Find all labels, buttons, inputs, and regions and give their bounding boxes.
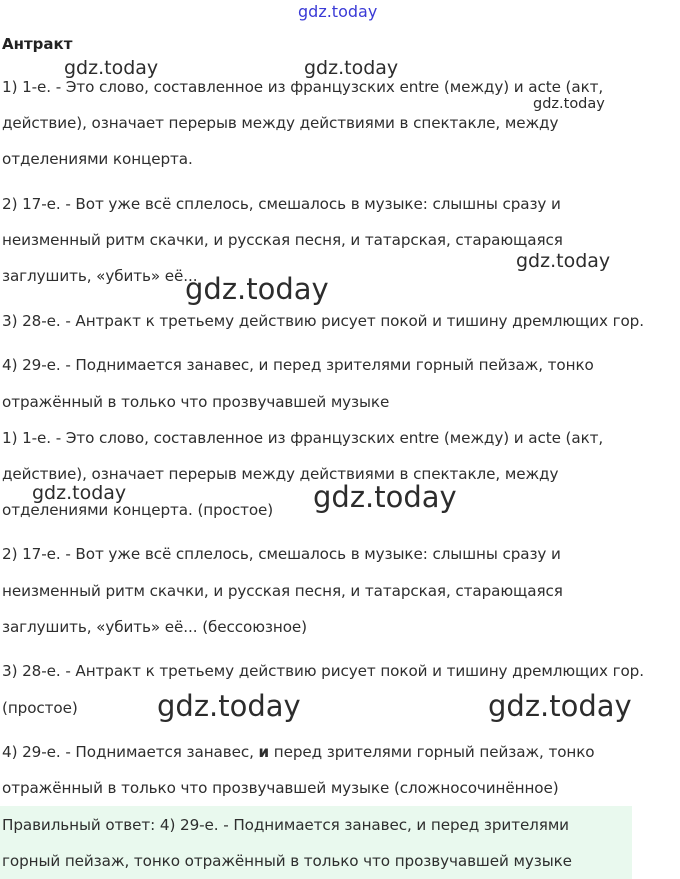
text-line: отделениями концерта. (простое) [2, 501, 274, 519]
text-line: 3) 28-е. - Антракт к третьему действию рисует покой и тишину дремлющих гор. [2, 312, 644, 330]
text-segment: 4) 29-е. - Поднимается занавес, [2, 743, 259, 761]
text-line: неизменный ритм скачки, и русская песня, и татарская, старающаяся [2, 231, 563, 249]
watermark: gdz.today [185, 272, 329, 306]
text-line: 2) 17-е. - Вот уже всё сплелось, смешалось в музыке: слышны сразу и [2, 545, 561, 563]
text-line: 4) 29-е. - Поднимается занавес, и перед зрителями горный пейзаж, тонко [2, 356, 594, 374]
text-line: (простое) [2, 699, 78, 717]
text-line: отражённый в только что прозвучавшей музыке [2, 393, 390, 411]
watermark: gdz.today [533, 96, 605, 112]
text-line: неизменный ритм скачки, и русская песня, и татарская, старающаяся [2, 582, 563, 600]
emphasis-conjunction: и [258, 743, 270, 761]
watermark: gdz.today [516, 250, 611, 272]
watermark: gdz.today [157, 689, 301, 723]
text-line: действие), означает перерыв между действиями в спектакле, между [2, 114, 559, 132]
watermark: gdz.today [488, 689, 632, 723]
correct-answer-line: горный пейзаж, тонко отражённый в только что прозвучавшей музыке [2, 852, 572, 870]
text-line: 3) 28-е. - Антракт к третьему действию рисует покой и тишину дремлющих гор. [2, 662, 644, 680]
correct-answer-line: Правильный ответ: 4) 29-е. - Поднимается занавес, и перед зрителями [2, 816, 569, 834]
text-line: отделениями концерта. [2, 150, 193, 168]
text-line: отражённый в только что прозвучавшей музыке (сложносочинённое) [2, 779, 559, 797]
text-line: 1) 1-е. - Это слово, составленное из французских entre (между) и acte (акт, [2, 429, 604, 447]
text-line [2, 743, 595, 761]
text-line: 2) 17-е. - Вот уже всё сплелось, смешалось в музыке: слышны сразу и [2, 195, 561, 213]
page-title: Антракт [2, 35, 73, 53]
header-watermark: gdz.today [298, 2, 378, 21]
text-line: 1) 1-е. - Это слово, составленное из французских entre (между) и acte (акт, [2, 78, 604, 96]
text-segment: перед зрителями горный пейзаж, тонко [269, 743, 595, 761]
text-line: действие), означает перерыв между действиями в спектакле, между [2, 465, 559, 483]
watermark: gdz.today [32, 482, 127, 504]
text-line: заглушить, «убить» её... [2, 267, 198, 285]
watermark: gdz.today [304, 57, 399, 79]
watermark: gdz.today [313, 480, 457, 514]
watermark: gdz.today [64, 57, 159, 79]
text-line: заглушить, «убить» её... (бессоюзное) [2, 618, 307, 636]
